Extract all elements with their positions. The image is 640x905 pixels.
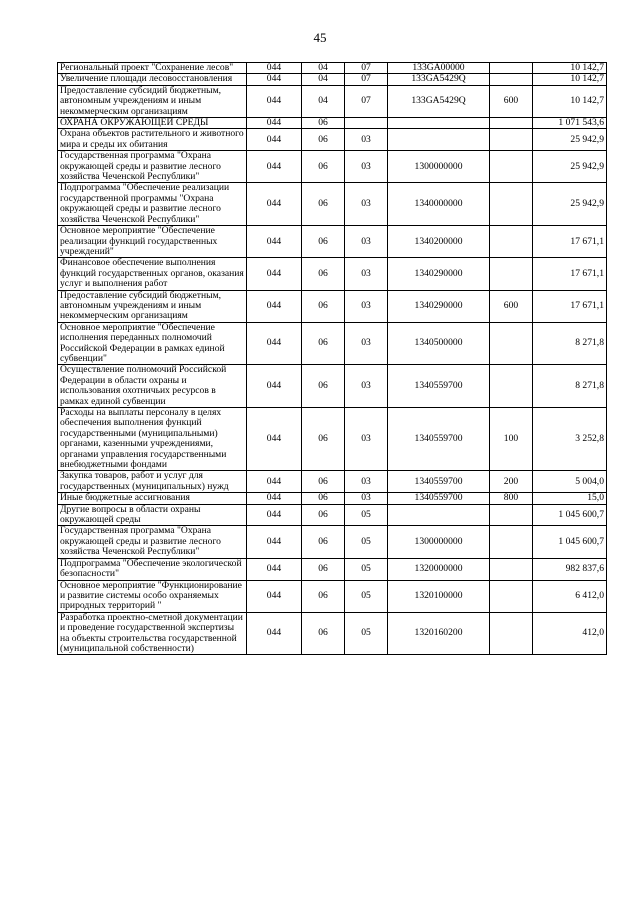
row-target-article: 1340559700 <box>388 408 490 471</box>
row-expense-type: 600 <box>490 85 533 117</box>
row-name: Государственная программа "Охрана окружающей среды и развитие лесного хозяйства Чеченской Республики" <box>58 526 247 558</box>
row-subsection-code: 07 <box>345 85 388 117</box>
row-subsection-code: 03 <box>345 408 388 471</box>
row-ministry-code: 044 <box>247 558 302 580</box>
row-subsection-code: 05 <box>345 558 388 580</box>
row-subsection-code: 03 <box>345 493 388 504</box>
row-section-code: 06 <box>302 526 345 558</box>
row-ministry-code: 044 <box>247 526 302 558</box>
row-expense-type <box>490 322 533 365</box>
row-expense-type <box>490 365 533 408</box>
table-row <box>58 580 607 612</box>
table-row <box>58 322 607 365</box>
table-row <box>58 183 607 226</box>
row-amount: 982 837,6 <box>533 558 607 580</box>
row-section-code: 06 <box>302 558 345 580</box>
row-expense-type <box>490 74 533 85</box>
row-expense-type: 200 <box>490 471 533 493</box>
row-subsection-code: 07 <box>345 63 388 74</box>
row-target-article: 1340200000 <box>388 226 490 258</box>
row-amount: 1 045 600,7 <box>533 504 607 526</box>
row-section-code: 06 <box>302 408 345 471</box>
row-amount: 3 252,8 <box>533 408 607 471</box>
table-row <box>58 74 607 85</box>
row-expense-type <box>490 118 533 129</box>
row-name: Увеличение площади лесовосстановления <box>58 74 247 85</box>
row-name: Охрана объектов растительного и животного мира и среды их обитания <box>58 129 247 151</box>
row-target-article <box>388 504 490 526</box>
row-section-code: 06 <box>302 471 345 493</box>
row-subsection-code: 03 <box>345 129 388 151</box>
row-name: Предоставление субсидий бюджетным, автономным учреждениям и иным некоммерческим организациям <box>58 85 247 117</box>
row-subsection-code <box>345 118 388 129</box>
row-subsection-code: 03 <box>345 226 388 258</box>
row-section-code: 06 <box>302 504 345 526</box>
row-subsection-code: 03 <box>345 365 388 408</box>
row-amount: 10 142,7 <box>533 63 607 74</box>
row-name: Разработка проектно-сметной документации и проведение государственной экспертизы на объекты строительства государственной (муниципальной собственности) <box>58 612 247 655</box>
row-subsection-code: 05 <box>345 526 388 558</box>
row-name: Государственная программа "Охрана окружающей среды и развитие лесного хозяйства Чеченской Республики" <box>58 151 247 183</box>
row-ministry-code: 044 <box>247 365 302 408</box>
row-name: Расходы на выплаты персоналу в целях обеспечения выполнения функций государственными (муниципальными) органами, казенными учреждениями, органами управления государственными внебюджетными фондами <box>58 408 247 471</box>
row-target-article: 1340500000 <box>388 322 490 365</box>
table-row <box>58 612 607 655</box>
row-ministry-code: 044 <box>247 85 302 117</box>
row-amount: 17 671,1 <box>533 226 607 258</box>
row-amount: 412,0 <box>533 612 607 655</box>
table-row <box>58 408 607 471</box>
table-row <box>58 504 607 526</box>
row-name: Финансовое обеспечение выполнения функций государственных органов, оказания услуг и выполнения работ <box>58 258 247 290</box>
row-amount: 17 671,1 <box>533 290 607 322</box>
row-subsection-code: 03 <box>345 183 388 226</box>
table-row <box>58 558 607 580</box>
row-section-code: 06 <box>302 226 345 258</box>
row-amount: 25 942,9 <box>533 183 607 226</box>
row-subsection-code: 05 <box>345 504 388 526</box>
row-subsection-code: 03 <box>345 290 388 322</box>
row-name: Основное мероприятие "Обеспечение реализации функций государственных учреждений" <box>58 226 247 258</box>
row-amount: 6 412,0 <box>533 580 607 612</box>
row-subsection-code: 07 <box>345 74 388 85</box>
table-row <box>58 493 607 504</box>
row-section-code: 06 <box>302 493 345 504</box>
row-section-code: 06 <box>302 118 345 129</box>
row-ministry-code: 044 <box>247 74 302 85</box>
table-row <box>58 258 607 290</box>
row-section-code: 04 <box>302 63 345 74</box>
row-target-article: 1300000000 <box>388 151 490 183</box>
row-subsection-code: 05 <box>345 612 388 655</box>
row-amount: 1 071 543,6 <box>533 118 607 129</box>
row-ministry-code: 044 <box>247 580 302 612</box>
row-ministry-code: 044 <box>247 63 302 74</box>
row-expense-type: 100 <box>490 408 533 471</box>
table-row <box>58 129 607 151</box>
row-target-article: 1340559700 <box>388 365 490 408</box>
row-ministry-code: 044 <box>247 183 302 226</box>
table-row <box>58 526 607 558</box>
row-subsection-code: 03 <box>345 151 388 183</box>
row-ministry-code: 044 <box>247 493 302 504</box>
row-target-article: 1300000000 <box>388 526 490 558</box>
row-amount: 15,0 <box>533 493 607 504</box>
row-name: Основное мероприятие "Обеспечение исполнения переданных полномочий Российской Федерации в рамках единой субвенции" <box>58 322 247 365</box>
row-section-code: 04 <box>302 85 345 117</box>
row-expense-type <box>490 504 533 526</box>
row-ministry-code: 044 <box>247 408 302 471</box>
row-name: Закупка товаров, работ и услуг для государственных (муниципальных) нужд <box>58 471 247 493</box>
row-expense-type <box>490 258 533 290</box>
row-name: Подпрограмма "Обеспечение экологической безопасности" <box>58 558 247 580</box>
row-amount: 25 942,9 <box>533 151 607 183</box>
row-expense-type <box>490 612 533 655</box>
row-ministry-code: 044 <box>247 290 302 322</box>
row-amount: 10 142,7 <box>533 74 607 85</box>
row-section-code: 06 <box>302 365 345 408</box>
budget-table <box>57 62 607 655</box>
row-target-article: 133GA00000 <box>388 63 490 74</box>
row-expense-type <box>490 226 533 258</box>
row-target-article <box>388 118 490 129</box>
row-name: Осуществление полномочий Российской Федерации в области охраны и использования охотничьих ресурсов в рамках единой субвенции <box>58 365 247 408</box>
row-amount: 17 671,1 <box>533 258 607 290</box>
row-amount: 8 271,8 <box>533 365 607 408</box>
row-expense-type <box>490 129 533 151</box>
row-ministry-code: 044 <box>247 504 302 526</box>
table-row <box>58 226 607 258</box>
row-section-code: 06 <box>302 129 345 151</box>
row-amount: 8 271,8 <box>533 322 607 365</box>
row-subsection-code: 03 <box>345 322 388 365</box>
row-expense-type <box>490 63 533 74</box>
row-section-code: 04 <box>302 74 345 85</box>
row-section-code: 06 <box>302 580 345 612</box>
row-target-article: 1340290000 <box>388 258 490 290</box>
row-section-code: 06 <box>302 258 345 290</box>
row-section-code: 06 <box>302 322 345 365</box>
row-amount: 1 045 600,7 <box>533 526 607 558</box>
row-section-code: 06 <box>302 290 345 322</box>
row-name: Региональный проект "Сохранение лесов" <box>58 63 247 74</box>
row-section-code: 06 <box>302 183 345 226</box>
row-expense-type <box>490 580 533 612</box>
row-target-article: 1340000000 <box>388 183 490 226</box>
row-name: Основное мероприятие "Функционирование и развитие системы особо охраняемых природных территорий " <box>58 580 247 612</box>
table-row <box>58 151 607 183</box>
row-target-article: 1320100000 <box>388 580 490 612</box>
row-expense-type: 600 <box>490 290 533 322</box>
row-target-article: 133GA5429Q <box>388 74 490 85</box>
row-subsection-code: 05 <box>345 580 388 612</box>
table-row <box>58 471 607 493</box>
row-target-article: 1340559700 <box>388 471 490 493</box>
row-name: Другие вопросы в области охраны окружающей среды <box>58 504 247 526</box>
row-expense-type <box>490 558 533 580</box>
row-subsection-code: 03 <box>345 258 388 290</box>
row-target-article: 1340290000 <box>388 290 490 322</box>
row-ministry-code: 044 <box>247 226 302 258</box>
table-row <box>58 290 607 322</box>
row-expense-type <box>490 151 533 183</box>
budget-table-body <box>58 63 607 655</box>
row-section-code: 06 <box>302 612 345 655</box>
row-expense-type: 800 <box>490 493 533 504</box>
row-name: Предоставление субсидий бюджетным, автономным учреждениям и иным некоммерческим организациям <box>58 290 247 322</box>
row-target-article: 1320000000 <box>388 558 490 580</box>
row-target-article: 1320160200 <box>388 612 490 655</box>
table-row <box>58 365 607 408</box>
row-expense-type <box>490 183 533 226</box>
row-ministry-code: 044 <box>247 129 302 151</box>
table-row <box>58 118 607 129</box>
row-target-article: 133GA5429Q <box>388 85 490 117</box>
row-amount: 10 142,7 <box>533 85 607 117</box>
row-expense-type <box>490 526 533 558</box>
row-ministry-code: 044 <box>247 471 302 493</box>
row-subsection-code: 03 <box>345 471 388 493</box>
row-ministry-code: 044 <box>247 118 302 129</box>
row-target-article: 1340559700 <box>388 493 490 504</box>
row-ministry-code: 044 <box>247 151 302 183</box>
table-row <box>58 63 607 74</box>
row-ministry-code: 044 <box>247 258 302 290</box>
row-name: ОХРАНА ОКРУЖАЮЩЕЙ СРЕДЫ <box>58 118 247 129</box>
row-amount: 5 004,0 <box>533 471 607 493</box>
table-row <box>58 85 607 117</box>
row-ministry-code: 044 <box>247 322 302 365</box>
row-target-article <box>388 129 490 151</box>
row-ministry-code: 044 <box>247 612 302 655</box>
row-name: Иные бюджетные ассигнования <box>58 493 247 504</box>
page-number: 45 <box>313 30 327 45</box>
row-section-code: 06 <box>302 151 345 183</box>
row-amount: 25 942,9 <box>533 129 607 151</box>
row-name: Подпрограмма "Обеспечение реализации государственной программы "Охрана окружающей среды и развитие лесного хозяйства Чеченской Республики" <box>58 183 247 226</box>
